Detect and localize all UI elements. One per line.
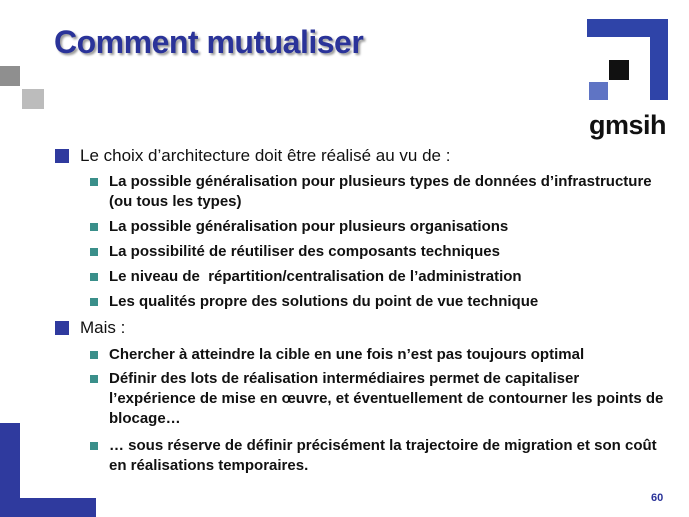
section-heading <box>55 318 125 338</box>
square-bullet-icon <box>90 223 98 231</box>
square-bullet-icon <box>55 149 69 163</box>
list-item <box>90 369 669 429</box>
slide-title: Comment mutualiser <box>54 24 364 60</box>
list-item <box>90 292 669 312</box>
square-bullet-icon <box>90 375 98 383</box>
logo-black-square <box>609 60 629 80</box>
square-bullet-icon <box>55 321 69 335</box>
decor-bar-horizontal <box>0 498 96 517</box>
square-bullet-icon <box>90 442 98 450</box>
decor-square-gray-light <box>22 89 44 109</box>
list-item <box>90 345 669 365</box>
square-bullet-icon <box>90 298 98 306</box>
list-item-text: Le niveau de répartition/centralisation de l’administration <box>109 268 522 285</box>
logo-text: gmsih <box>589 110 667 140</box>
section-heading <box>55 146 450 166</box>
square-bullet-icon <box>90 273 98 281</box>
list-item <box>90 242 669 262</box>
list-item <box>90 436 669 476</box>
list-item <box>90 172 669 212</box>
list-item-text: … sous réserve de définir précisément la trajectoire de migration et son coût en réalisations temporaires. <box>109 437 657 474</box>
logo-blue-square <box>589 82 608 100</box>
list-item-text: Chercher à atteindre la cible en une fois n’est pas toujours optimal <box>109 346 585 363</box>
square-bullet-icon <box>90 248 98 256</box>
list-item-text: La possible généralisation pour plusieurs organisations <box>109 218 509 235</box>
logo-frame-right <box>650 19 668 100</box>
list-item-text: Les qualités propre des solutions du point de vue technique <box>109 293 539 310</box>
list-item-text: La possible généralisation pour plusieurs types de données d’infrastructure (ou tous les types) <box>109 173 652 210</box>
square-bullet-icon <box>90 351 98 359</box>
list-item-text: Définir des lots de réalisation intermédiaires permet de capitaliser l’expérience de mise en œuvre, et éventuellement de contourner les points de blocage… <box>109 370 664 427</box>
section-heading-text: Le choix d’architecture doit être réalisé au vu de : <box>80 146 451 165</box>
square-bullet-icon <box>90 178 98 186</box>
list-item-text: La possibilité de réutiliser des composants techniques <box>109 243 500 260</box>
section-heading-text: Mais : <box>80 318 126 337</box>
list-item <box>90 217 669 237</box>
list-item <box>90 267 669 287</box>
decor-square-gray-dark <box>0 66 20 86</box>
page-number: 60 <box>651 492 664 504</box>
